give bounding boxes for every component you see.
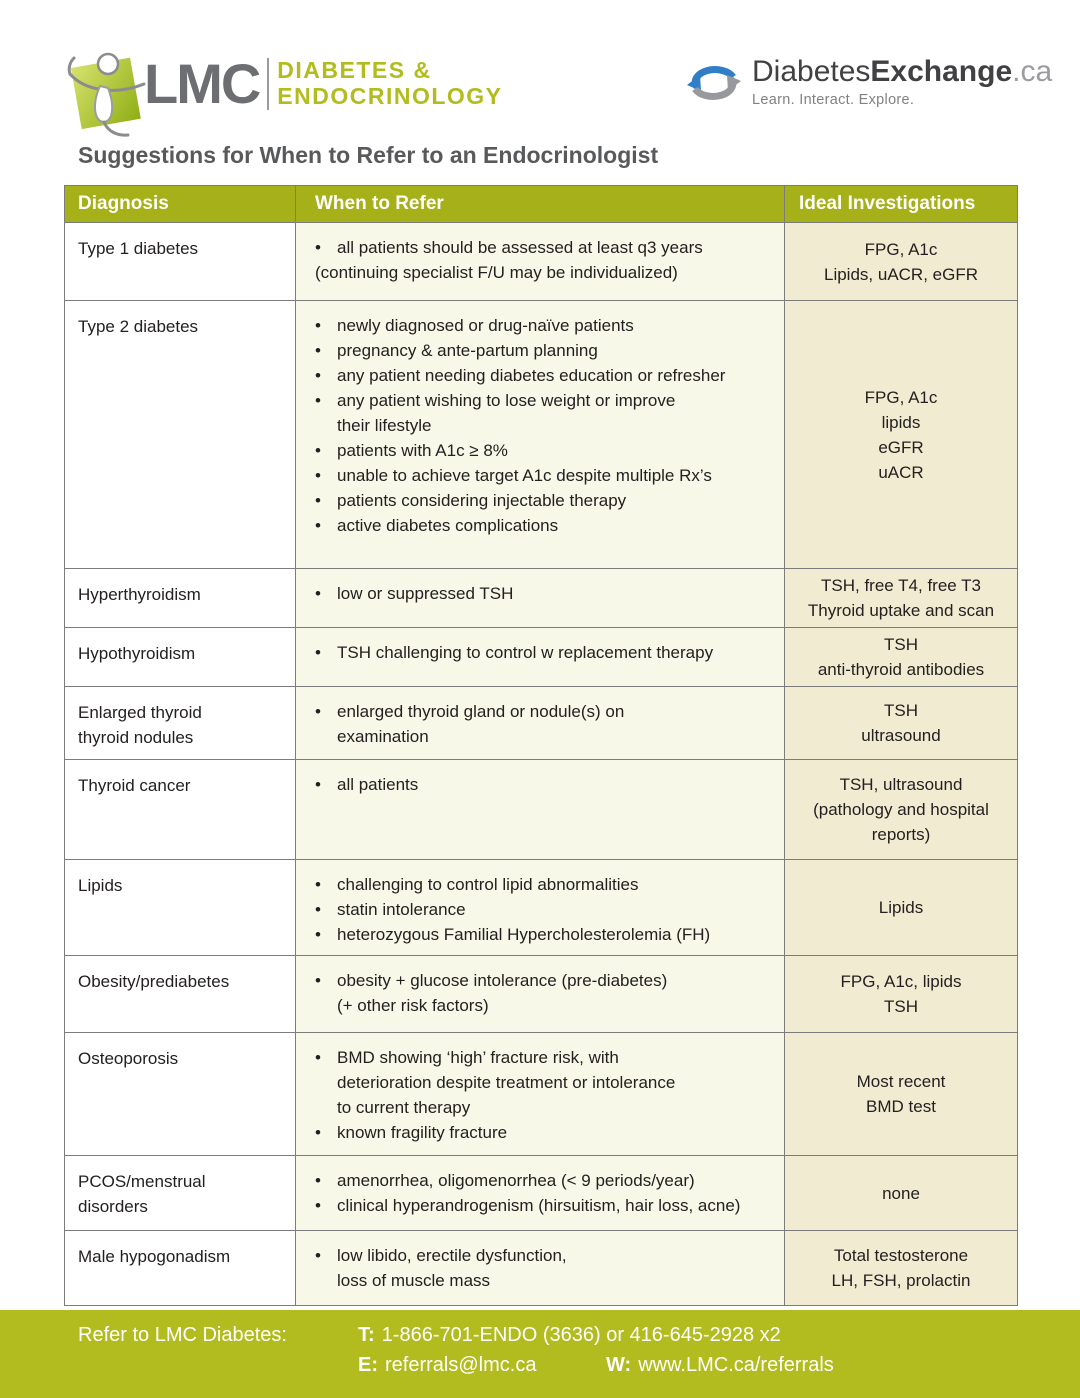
lmc-logo	[66, 44, 503, 139]
lmc-logo-divider	[267, 58, 269, 110]
lmc-subtitle-line2: ENDOCRINOLOGY	[277, 83, 503, 109]
footer-phone-value: 1-866-701-ENDO (3636) or 416-645-2928 x2	[381, 1324, 781, 1346]
diagnosis-line: Obesity/prediabetes	[78, 972, 230, 991]
refer-bullet-line	[315, 338, 774, 363]
footer-phone-label: T:	[358, 1324, 375, 1346]
diagnosis-cell	[65, 569, 296, 628]
when-to-refer-cell	[296, 956, 785, 1033]
refer-bullet-line	[315, 699, 774, 724]
refer-bullet-line	[315, 772, 774, 797]
investigation-line: TSH	[884, 635, 918, 654]
footer-website-label: W:	[606, 1354, 632, 1376]
referral-table-header	[65, 186, 1018, 223]
diagnosis-line: PCOS/menstrual	[78, 1172, 206, 1191]
diagnosis-cell	[65, 223, 296, 301]
investigation-line: Lipids, uACR, eGFR	[824, 264, 978, 284]
refer-continuation-line: their lifestyle	[337, 416, 432, 435]
page-title: Suggestions for When to Refer to an Endocrinologist	[78, 142, 659, 168]
refer-bullet-line	[315, 872, 774, 897]
footer-contact-band	[0, 1310, 1080, 1398]
bullet-icon: •	[315, 1048, 321, 1067]
table-row	[65, 860, 1018, 956]
refer-bullet-line	[315, 235, 774, 260]
when-to-refer-cell	[296, 687, 785, 760]
footer-email-value: referrals@lmc.ca	[385, 1354, 537, 1376]
refer-bullet-line	[315, 488, 774, 513]
refer-text: unable to achieve target A1c despite multiple Rx’s	[337, 466, 712, 485]
lmc-figure-icon	[66, 44, 150, 139]
when-to-refer-cell	[296, 760, 785, 860]
bullet-icon: •	[315, 441, 321, 460]
refer-text: TSH challenging to control w replacement therapy	[337, 643, 714, 662]
refer-continuation-line: deterioration despite treatment or intolerance	[337, 1073, 676, 1092]
investigations-cell	[785, 569, 1018, 628]
investigation-line: none	[882, 1183, 920, 1203]
bullet-icon: •	[315, 584, 321, 603]
investigation-line: (pathology and hospital	[813, 800, 989, 819]
investigation-line: uACR	[878, 462, 924, 482]
diagnosis-line: Hyperthyroidism	[78, 585, 201, 604]
bullet-icon: •	[315, 971, 321, 990]
bullet-icon: •	[315, 875, 321, 894]
investigation-line: TSH	[884, 701, 918, 720]
bullet-icon: •	[315, 466, 321, 485]
refer-bullet-line	[315, 1193, 774, 1218]
dx-tagline: Learn. Interact. Explore.	[752, 92, 915, 108]
table-row	[65, 760, 1018, 860]
refer-text: newly diagnosed or drug-naïve patients	[337, 316, 634, 335]
diabetes-exchange-name	[752, 55, 1052, 89]
refer-bullet-line	[315, 1168, 774, 1193]
diabetes-exchange-text	[752, 55, 1052, 108]
investigation-line: LH, FSH, prolactin	[831, 1271, 971, 1290]
when-to-refer-cell	[296, 1033, 785, 1156]
bullet-icon: •	[315, 516, 321, 535]
diagnosis-cell	[65, 760, 296, 860]
refer-bullet-line	[315, 463, 774, 488]
investigations-cell	[785, 860, 1018, 956]
investigations-cell	[785, 760, 1018, 860]
diagnosis-cell	[65, 1033, 296, 1156]
table-row	[65, 628, 1018, 687]
investigations-cell	[785, 628, 1018, 687]
investigations-cell	[785, 301, 1018, 569]
refer-bullet-line	[315, 922, 774, 947]
table-row	[65, 301, 1018, 569]
investigations-cell	[785, 223, 1018, 301]
refer-bullet-line	[315, 438, 774, 463]
dx-name-tld: .ca	[1012, 55, 1053, 88]
investigation-line: reports)	[871, 825, 931, 844]
diagnosis-line: Hypothyroidism	[78, 644, 196, 663]
refer-text: pregnancy & ante-partum planning	[337, 341, 598, 360]
investigations-cell	[785, 1231, 1018, 1306]
table-row	[65, 1033, 1018, 1156]
when-to-refer-cell	[296, 860, 785, 956]
bullet-icon: •	[315, 238, 321, 257]
refer-text: low libido, erectile dysfunction,	[337, 1246, 567, 1265]
bullet-icon: •	[315, 391, 321, 410]
investigations-cell	[785, 687, 1018, 760]
refer-continuation-line: (continuing specialist F/U may be individualized)	[315, 263, 678, 282]
diagnosis-cell	[65, 1156, 296, 1231]
refer-text: patients considering injectable therapy	[337, 491, 627, 510]
investigation-line: FPG, A1c, lipids	[840, 972, 962, 991]
refer-text: enlarged thyroid gland or nodule(s) on	[337, 702, 625, 721]
dx-name-bold: Exchange	[870, 55, 1013, 88]
refer-bullet-line	[315, 581, 774, 606]
when-to-refer-cell	[296, 1231, 785, 1306]
when-to-refer-cell	[296, 301, 785, 569]
diagnosis-cell	[65, 628, 296, 687]
footer-label: Refer to LMC Diabetes:	[78, 1324, 287, 1346]
refer-bullet-line	[315, 1120, 774, 1145]
footer-phone	[358, 1324, 781, 1347]
investigation-line: Most recent	[856, 1072, 946, 1091]
bullet-icon: •	[315, 1196, 321, 1215]
refer-bullet-line	[315, 388, 774, 413]
lmc-subtitle-line1: DIABETES &	[277, 57, 432, 83]
diagnosis-line: Type 1 diabetes	[78, 239, 199, 258]
refer-bullet-line	[315, 968, 774, 993]
diagnosis-cell	[65, 956, 296, 1033]
column-header-diagnosis: Diagnosis	[65, 186, 296, 223]
bullet-icon: •	[315, 1246, 321, 1265]
when-to-refer-cell	[296, 223, 785, 301]
refer-text: heterozygous Familial Hypercholesterolemia (FH)	[337, 925, 711, 944]
investigation-line: BMD test	[866, 1097, 936, 1116]
refer-text: low or suppressed TSH	[337, 584, 514, 603]
diagnosis-cell	[65, 687, 296, 760]
investigations-cell	[785, 1033, 1018, 1156]
column-header-when-to-refer: When to Refer	[296, 186, 785, 223]
refer-bullet-line	[315, 363, 774, 388]
refer-bullet-line	[315, 897, 774, 922]
refer-text: obesity + glucose intolerance (pre-diabetes)	[337, 971, 668, 990]
referral-table	[64, 185, 1018, 1306]
refer-text: clinical hyperandrogenism (hirsuitism, hair loss, acne)	[337, 1196, 741, 1215]
column-header-ideal-investigations: Ideal Investigations	[785, 186, 1018, 223]
bullet-icon: •	[315, 341, 321, 360]
refer-continuation-line: loss of muscle mass	[337, 1271, 491, 1290]
when-to-refer-cell	[296, 569, 785, 628]
investigation-line: TSH, ultrasound	[839, 775, 963, 794]
table-row	[65, 956, 1018, 1033]
refer-text: any patient wishing to lose weight or improve	[337, 391, 676, 410]
lmc-logo-subtitle	[277, 57, 502, 109]
investigation-line: FPG, A1c	[864, 387, 938, 407]
table-row	[65, 223, 1018, 301]
diagnosis-line: Male hypogonadism	[78, 1247, 231, 1266]
dx-name-regular: Diabetes	[752, 55, 871, 88]
refer-text: statin intolerance	[337, 900, 466, 919]
bullet-icon: •	[315, 925, 321, 944]
lmc-wordmark: LMC	[144, 52, 260, 115]
refer-bullet-line	[315, 1243, 774, 1268]
investigation-line: FPG, A1c	[864, 239, 938, 259]
investigation-line: eGFR	[878, 437, 924, 457]
diagnosis-line: Lipids	[78, 876, 123, 895]
bullet-icon: •	[315, 1123, 321, 1142]
refer-text: all patients should be assessed at least q3 years	[337, 238, 703, 257]
bullet-icon: •	[315, 1171, 321, 1190]
refer-text: patients with A1c ≥ 8%	[337, 441, 508, 460]
bullet-icon: •	[315, 900, 321, 919]
investigations-cell	[785, 956, 1018, 1033]
bullet-icon: •	[315, 702, 321, 721]
footer-website-value: www.LMC.ca/referrals	[638, 1354, 834, 1376]
bullet-icon: •	[315, 491, 321, 510]
refer-text: known fragility fracture	[337, 1123, 508, 1142]
bullet-icon: •	[315, 316, 321, 335]
diabetes-exchange-logo	[683, 55, 1052, 109]
investigation-line: ultrasound	[861, 726, 941, 745]
refer-continuation-line: examination	[337, 727, 429, 746]
bullet-icon: •	[315, 366, 321, 385]
investigation-line: Lipids	[878, 898, 924, 917]
refer-text: challenging to control lipid abnormalities	[337, 875, 639, 894]
diagnosis-line: Enlarged thyroid	[78, 703, 202, 722]
refer-bullet-line	[315, 640, 774, 665]
investigation-line: TSH, free T4, free T3	[821, 576, 981, 595]
when-to-refer-cell	[296, 628, 785, 687]
footer-website	[606, 1354, 834, 1377]
investigation-line: TSH	[884, 997, 918, 1016]
refer-bullet-line	[315, 513, 774, 538]
table-row	[65, 1156, 1018, 1231]
refer-bullet-line	[315, 313, 774, 338]
investigation-line: lipids	[881, 412, 921, 432]
investigations-cell	[785, 1156, 1018, 1231]
investigation-line: Total testosterone	[833, 1246, 969, 1265]
refer-continuation-line: to current therapy	[337, 1098, 471, 1117]
refer-bullet-line	[315, 1045, 774, 1070]
refer-text: all patients	[337, 775, 419, 794]
refer-continuation-line: (+ other risk factors)	[337, 996, 489, 1015]
footer-email	[358, 1354, 536, 1377]
diagnosis-line: Type 2 diabetes	[78, 317, 199, 336]
footer-email-label: E:	[358, 1354, 378, 1376]
refer-text: BMD showing ‘high’ fracture risk, with	[337, 1048, 619, 1067]
referral-table-body	[65, 223, 1018, 1306]
diagnosis-cell	[65, 1231, 296, 1306]
investigation-line: anti-thyroid antibodies	[817, 660, 985, 679]
diagnosis-line: Thyroid cancer	[78, 776, 191, 795]
table-row	[65, 687, 1018, 760]
diagnosis-line: disorders	[78, 1197, 148, 1216]
diagnosis-line: Osteoporosis	[78, 1049, 179, 1068]
bullet-icon: •	[315, 775, 321, 794]
refer-text: any patient needing diabetes education or refresher	[337, 366, 726, 385]
bullet-icon: •	[315, 643, 321, 662]
diagnosis-cell	[65, 301, 296, 569]
investigation-line: Thyroid uptake and scan	[807, 601, 995, 620]
when-to-refer-cell	[296, 1156, 785, 1231]
refer-text: amenorrhea, oligomenorrhea (< 9 periods/year)	[337, 1171, 695, 1190]
table-row	[65, 569, 1018, 628]
exchange-arrows-icon	[683, 57, 745, 109]
refer-text: active diabetes complications	[337, 516, 559, 535]
table-row	[65, 1231, 1018, 1306]
diagnosis-cell	[65, 860, 296, 956]
diagnosis-line: thyroid nodules	[78, 728, 194, 747]
